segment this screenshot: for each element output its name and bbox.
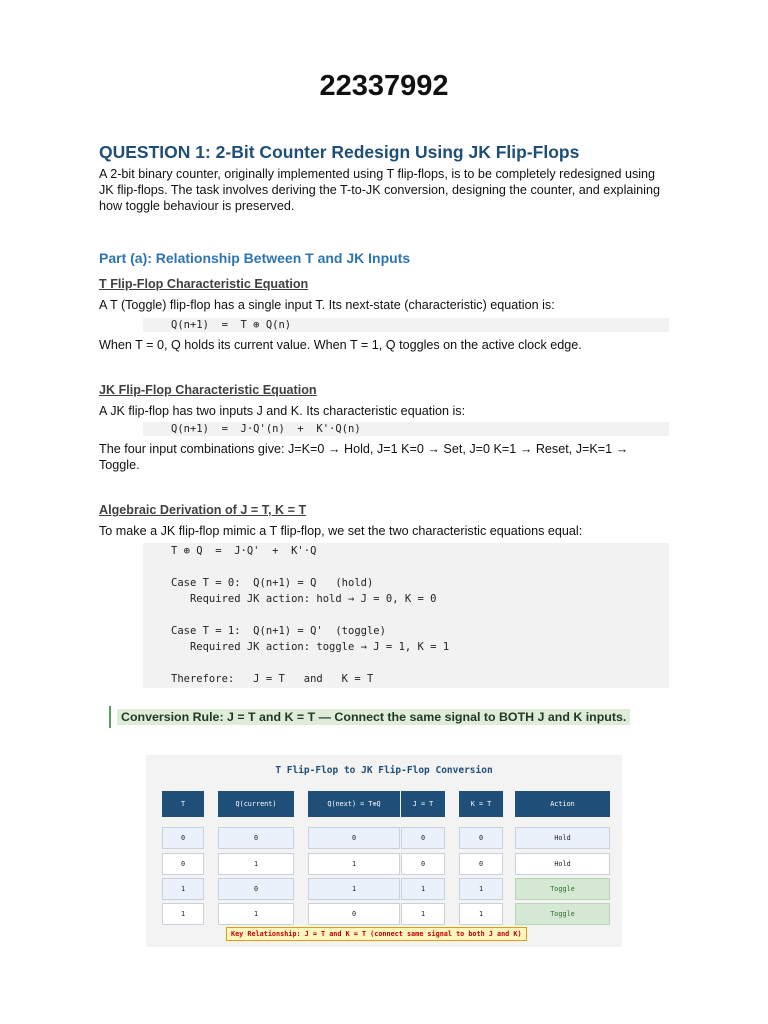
table-cell: 1 [308, 878, 400, 900]
table-cell: 1 [459, 878, 503, 900]
conversion-table-figure [146, 755, 622, 947]
t-section-text: A T (Toggle) flip-flop has a single input T. Its next-state (characteristic) equation is: [99, 298, 555, 312]
table-cell: 1 [401, 903, 445, 925]
jk-equation-block [143, 422, 669, 436]
table-cell: 0 [162, 853, 204, 875]
derivation-code-block [143, 543, 669, 688]
table-cell: 1 [308, 853, 400, 875]
table-header: J = T [401, 791, 445, 817]
table-header: Q(current) [218, 791, 294, 817]
table-cell: 0 [401, 827, 445, 849]
t-equation: Q(n+1) = T ⊕ Q(n) [171, 319, 292, 331]
table-cell: 0 [459, 853, 503, 875]
table-header: K = T [459, 791, 503, 817]
key-relationship-label: Key Relationship: J = T and K = T (connect same signal to both J and K) [226, 927, 527, 941]
action-cell-hold: Hold [515, 853, 610, 875]
table-cell: 0 [162, 827, 204, 849]
table-header: Q(next) = T⊕Q [308, 791, 400, 817]
jk-section-text: A JK flip-flop has two inputs J and K. Its characteristic equation is: [99, 404, 466, 418]
table-cell: 1 [218, 853, 294, 875]
part-a-title: Part (a): Relationship Between T and JK Inputs [99, 250, 411, 266]
table-cell: 1 [218, 903, 294, 925]
action-cell-toggle: Toggle [515, 903, 610, 925]
code-line: Therefore: J = T and K = T [171, 673, 374, 685]
derivation-text: To make a JK flip-flop mimic a T flip-flop, we set the two characteristic equations equal: [99, 524, 583, 538]
table-cell: 0 [459, 827, 503, 849]
conversion-rule-callout [109, 706, 649, 728]
derivation-heading: Algebraic Derivation of J = T, K = T [99, 503, 307, 517]
intro-paragraph: A 2-bit binary counter, originally implemented using T flip-flops, is to be completely redesigned using JK flip-flops. The task involves deriving the T-to-JK conversion, designing the counter, and explaining how toggle behaviour is preserved. [99, 167, 660, 213]
code-line: Case T = 0: Q(n+1) = Q (hold) [171, 577, 374, 589]
question-title: QUESTION 1: 2-Bit Counter Redesign Using JK Flip-Flops [99, 142, 580, 162]
table-title: T Flip-Flop to JK Flip-Flop Conversion [275, 765, 493, 776]
table-header: Action [515, 791, 610, 817]
jk-section-note: The four input combinations give: J=K=0 → Hold, J=1 K=0 → Set, J=0 K=1 → Reset, J=K=1 → Toggle. [99, 442, 629, 472]
table-header: T [162, 791, 204, 817]
t-section-note: When T = 0, Q holds its current value. When T = 1, Q toggles on the active clock edge. [99, 338, 582, 352]
code-line: Required JK action: hold → J = 0, K = 0 [171, 593, 437, 605]
conversion-rule-text: Conversion Rule: J = T and K = T — Connect the same signal to BOTH J and K inputs. [117, 709, 630, 725]
code-line: Case T = 1: Q(n+1) = Q' (toggle) [171, 625, 386, 637]
callout-accent-bar [109, 706, 111, 728]
t-section-heading: T Flip-Flop Characteristic Equation [99, 277, 309, 291]
table-cell: 0 [308, 903, 400, 925]
table-cell: 1 [459, 903, 503, 925]
t-equation-block [143, 318, 669, 332]
action-cell-toggle: Toggle [515, 878, 610, 900]
code-line: Required JK action: toggle → J = 1, K = 1 [171, 641, 450, 653]
table-cell: 0 [218, 827, 294, 849]
table-cell: 1 [162, 903, 204, 925]
code-line: T ⊕ Q = J·Q' + K'·Q [171, 545, 317, 557]
table-cell: 1 [162, 878, 204, 900]
document-id: 22337992 [319, 70, 449, 102]
jk-section-heading: JK Flip-Flop Characteristic Equation [99, 383, 317, 397]
table-cell: 1 [401, 878, 445, 900]
table-cell: 0 [401, 853, 445, 875]
action-cell-hold: Hold [515, 827, 610, 849]
jk-equation: Q(n+1) = J·Q'(n) + K'·Q(n) [171, 423, 361, 435]
table-cell: 0 [308, 827, 400, 849]
table-cell: 0 [218, 878, 294, 900]
